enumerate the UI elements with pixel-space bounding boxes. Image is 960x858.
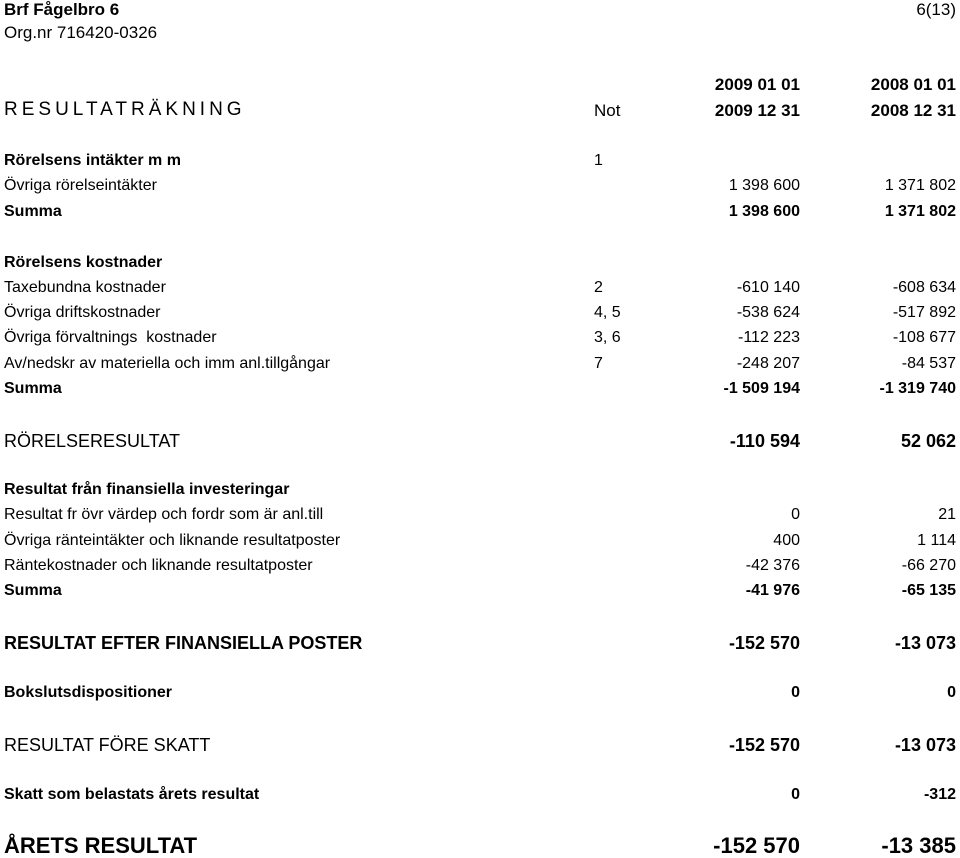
row-label: Summa bbox=[4, 582, 62, 599]
row-value-2009: 1 398 600 bbox=[728, 203, 800, 220]
row-label: Räntekostnader och liknande resultatposter bbox=[4, 557, 313, 574]
row-value-2009: 0 bbox=[791, 786, 800, 803]
row-value-2009: -112 223 bbox=[738, 329, 800, 346]
note-column-header: Not bbox=[594, 101, 621, 120]
row-value-2009: -110 594 bbox=[729, 431, 800, 451]
col-2009-from: 2009 01 01 bbox=[714, 75, 800, 94]
row-note: 3, 6 bbox=[594, 329, 621, 346]
row-value-2008: -13 073 bbox=[894, 633, 956, 653]
row-label: Rörelsens intäkter m m bbox=[4, 152, 181, 169]
row-value-2008: -1 319 740 bbox=[879, 380, 956, 397]
row-value-2008: 0 bbox=[947, 684, 956, 701]
row-value-2009: 1 398 600 bbox=[728, 177, 800, 194]
row-label: RÖRELSERESULTAT bbox=[4, 431, 181, 451]
row-label: Rörelsens kostnader bbox=[4, 254, 163, 271]
row-label: Resultat från finansiella investeringar bbox=[4, 481, 290, 498]
row-note: 2 bbox=[594, 279, 603, 296]
row-value-2009: -42 376 bbox=[745, 557, 800, 574]
row-label: Taxebundna kostnader bbox=[4, 279, 166, 296]
row-value-2008: -66 270 bbox=[901, 557, 956, 574]
row-label: Summa bbox=[4, 380, 62, 397]
row-value-2008: 1 371 802 bbox=[884, 177, 956, 194]
row-value-2008: -517 892 bbox=[892, 304, 956, 321]
row-value-2009: -610 140 bbox=[736, 279, 800, 296]
row-label: Bokslutsdispositioner bbox=[4, 684, 173, 701]
col-2009-to: 2009 12 31 bbox=[714, 101, 800, 120]
row-label: Övriga förvaltnings kostnader bbox=[4, 329, 217, 346]
row-label: Övriga rörelseintäkter bbox=[4, 177, 157, 194]
row-value-2009: -152 570 bbox=[728, 633, 800, 653]
row-value-2009: 0 bbox=[791, 684, 800, 701]
row-value-2009: -152 570 bbox=[728, 735, 800, 755]
row-value-2008: -312 bbox=[923, 786, 956, 803]
row-value-2008: 1 114 bbox=[917, 532, 956, 549]
col-2008-from: 2008 01 01 bbox=[870, 75, 956, 94]
row-label: RESULTAT EFTER FINANSIELLA POSTER bbox=[4, 633, 363, 653]
row-label: Övriga driftskostnader bbox=[4, 304, 161, 321]
row-label: Av/nedskr av materiella och imm anl.tillgångar bbox=[4, 355, 331, 372]
row-label: RESULTAT FÖRE SKATT bbox=[4, 735, 211, 755]
row-label: Övriga ränteintäkter och liknande resultatposter bbox=[4, 532, 341, 549]
row-value-2009: 0 bbox=[791, 506, 800, 523]
row-note: 1 bbox=[594, 152, 603, 169]
row-label: ÅRETS RESULTAT bbox=[4, 833, 198, 858]
org-number: Org.nr 716420-0326 bbox=[4, 23, 158, 42]
org-name: Brf Fågelbro 6 bbox=[4, 0, 120, 19]
row-value-2009: -152 570 bbox=[713, 833, 800, 858]
row-value-2008: 21 bbox=[938, 506, 956, 523]
page-number: 6(13) bbox=[916, 0, 956, 19]
row-value-2009: -41 976 bbox=[745, 582, 800, 599]
row-value-2008: -65 135 bbox=[901, 582, 956, 599]
row-value-2008: -608 634 bbox=[892, 279, 956, 296]
row-value-2008: 52 062 bbox=[900, 431, 956, 451]
statement-title: RESULTATRÄKNING bbox=[4, 99, 246, 120]
row-value-2008: -84 537 bbox=[901, 355, 956, 372]
row-label: Skatt som belastats årets resultat bbox=[4, 786, 260, 803]
row-value-2008: -13 385 bbox=[881, 833, 956, 858]
row-value-2008: -108 677 bbox=[892, 329, 956, 346]
row-value-2008: -13 073 bbox=[894, 735, 956, 755]
col-2008-to: 2008 12 31 bbox=[870, 101, 956, 120]
row-value-2009: 400 bbox=[773, 532, 800, 549]
row-note: 7 bbox=[594, 355, 603, 372]
row-note: 4, 5 bbox=[594, 304, 621, 321]
row-value-2009: -248 207 bbox=[736, 355, 800, 372]
row-value-2009: -538 624 bbox=[736, 304, 800, 321]
row-value-2009: -1 509 194 bbox=[723, 380, 800, 397]
row-label: Resultat fr övr värdep och fordr som är anl.till bbox=[4, 506, 324, 523]
row-label: Summa bbox=[4, 203, 62, 220]
row-value-2008: 1 371 802 bbox=[884, 203, 956, 220]
